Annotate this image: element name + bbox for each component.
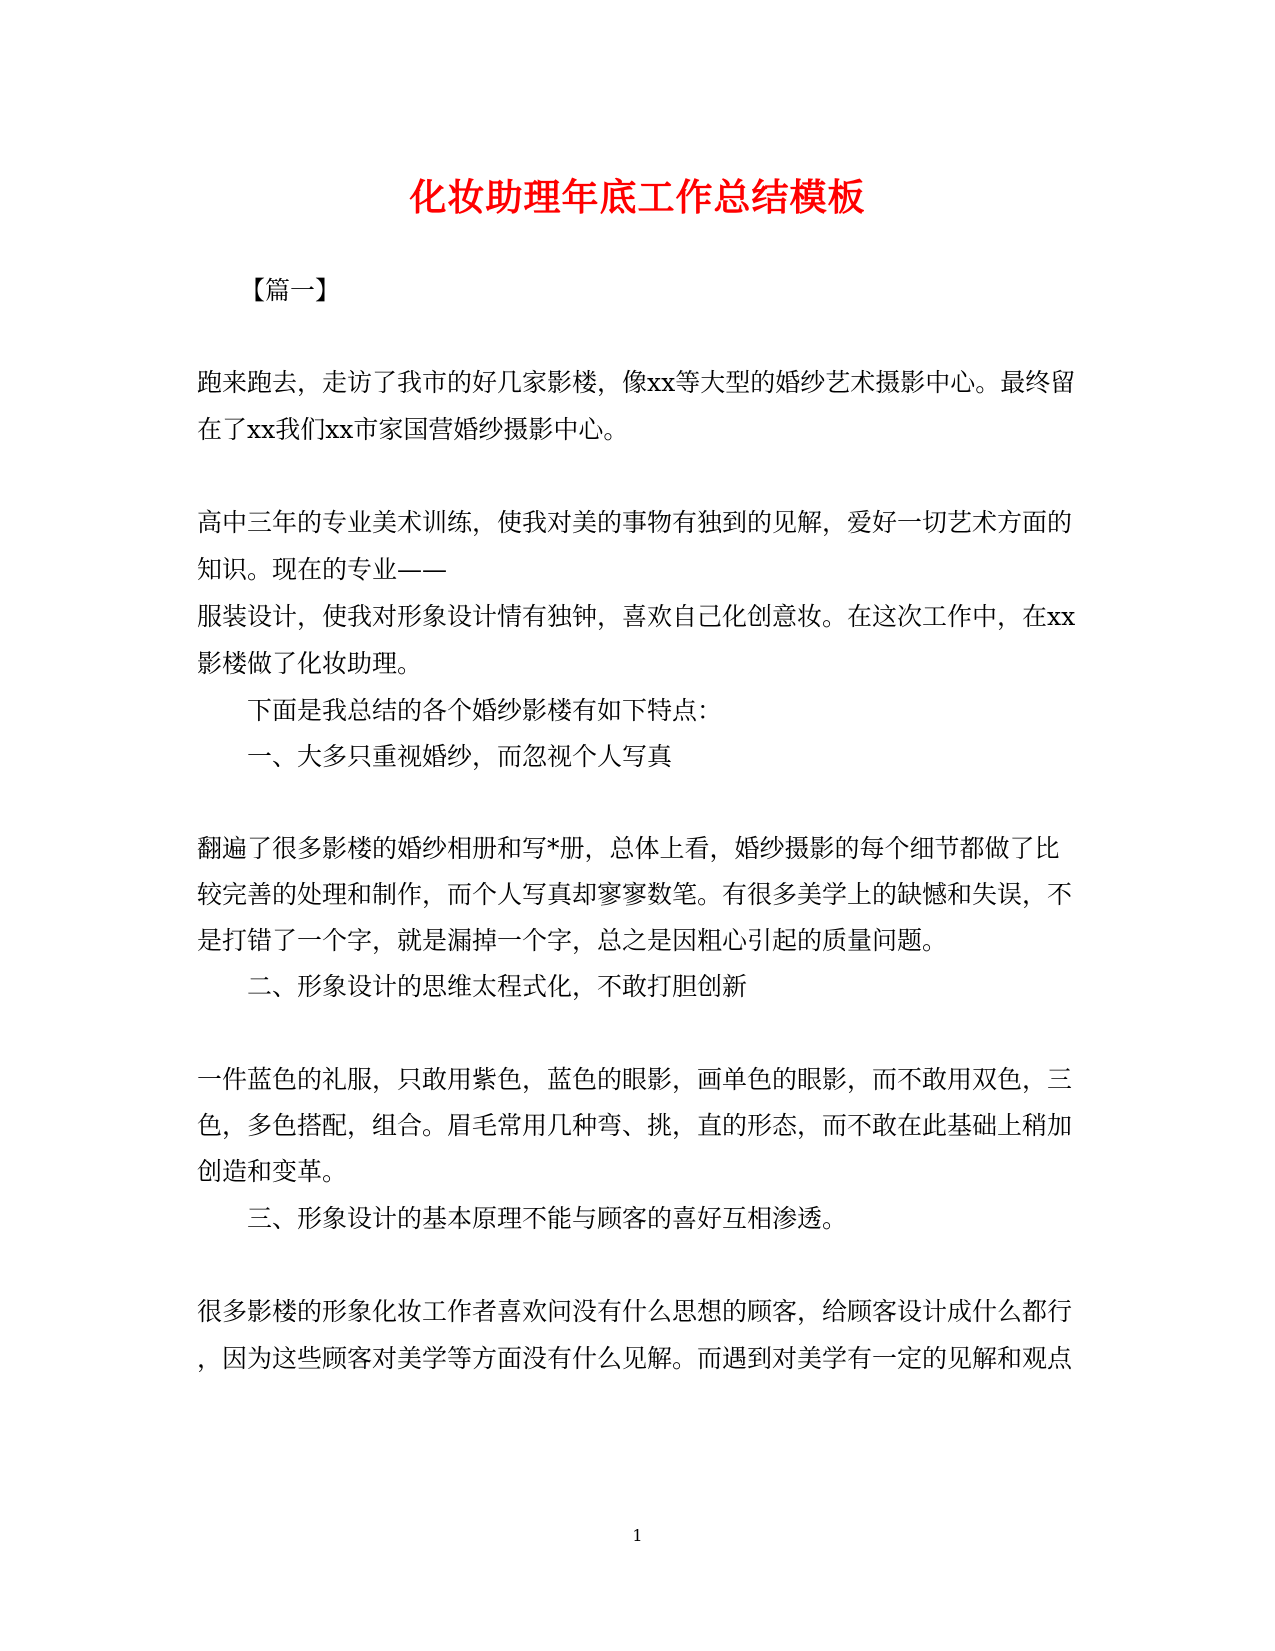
paragraph-line: 翻遍了很多影楼的婚纱相册和写*册，总体上看，婚纱摄影的每个细节都做了比 bbox=[197, 834, 1060, 863]
paragraph-line: 下面是我总结的各个婚纱影楼有如下特点： bbox=[247, 696, 723, 725]
paragraph-line: 在了xx我们xx市家国营婚纱摄影中心。 bbox=[197, 415, 629, 444]
page-number: 1 bbox=[632, 1526, 643, 1545]
paragraph-line: 较完善的处理和制作，而个人写真却寥寥数笔。有很多美学上的缺憾和失误，不 bbox=[197, 880, 1073, 909]
paragraph-line: 影楼做了化妆助理。 bbox=[197, 649, 423, 678]
paragraph-line: 服装设计，使我对形象设计情有独钟，喜欢自己化创意妆。在这次工作中，在xx bbox=[197, 602, 1076, 631]
paragraph-line: 很多影楼的形象化妆工作者喜欢问没有什么思想的顾客，给顾客设计成什么都行 bbox=[197, 1297, 1073, 1326]
section-tag: 【篇一】 bbox=[240, 276, 341, 305]
paragraph-line: 是打错了一个字，就是漏掉一个字，总之是因粗心引起的质量问题。 bbox=[197, 926, 948, 955]
paragraph-line: 色，多色搭配，组合。眉毛常用几种弯、挑，直的形态，而不敢在此基础上稍加 bbox=[197, 1111, 1073, 1140]
paragraph-line: 一件蓝色的礼服，只敢用紫色，蓝色的眼影，画单色的眼影，而不敢用双色，三 bbox=[197, 1065, 1073, 1094]
section-heading: 一、大多只重视婚纱，而忽视个人写真 bbox=[247, 742, 673, 771]
paragraph-line: ，因为这些顾客对美学等方面没有什么见解。而遇到对美学有一定的见解和观点 bbox=[197, 1344, 1073, 1373]
paragraph-line: 高中三年的专业美术训练，使我对美的事物有独到的见解，爱好一切艺术方面的 bbox=[197, 508, 1073, 537]
section-heading: 三、形象设计的基本原理不能与顾客的喜好互相渗透。 bbox=[247, 1204, 848, 1233]
document-title: 化妆助理年底工作总结模板 bbox=[409, 175, 866, 219]
paragraph-line: 创造和变革。 bbox=[197, 1157, 348, 1186]
paragraph-line: 跑来跑去，走访了我市的好几家影楼，像xx等大型的婚纱艺术摄影中心。最终留 bbox=[197, 368, 1076, 397]
paragraph-line: 知识。现在的专业—— bbox=[197, 555, 448, 584]
section-heading: 二、形象设计的思维太程式化，不敢打胆创新 bbox=[247, 972, 748, 1001]
